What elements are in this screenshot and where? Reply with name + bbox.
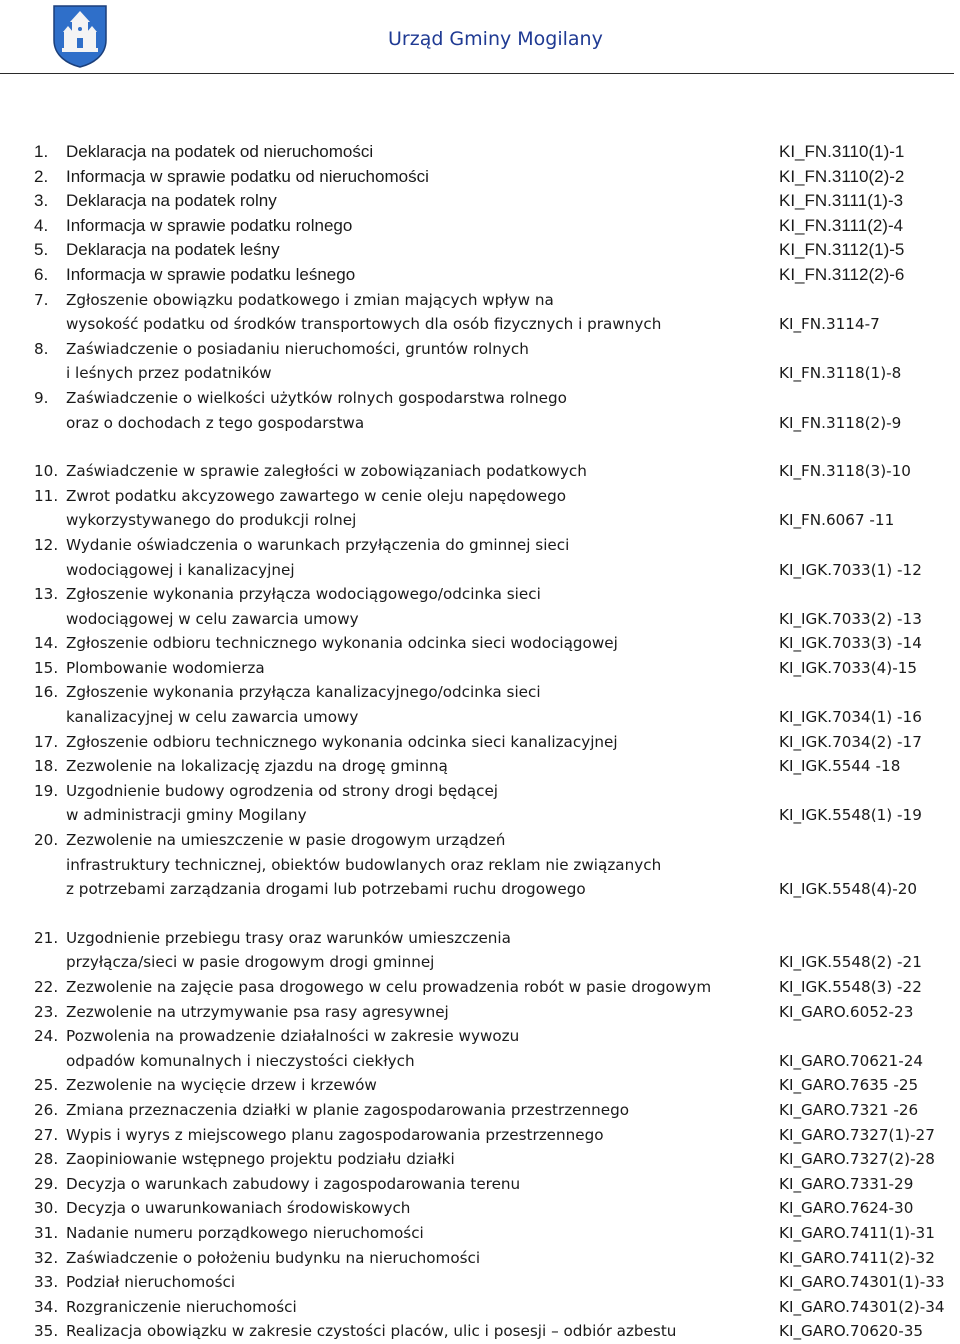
item-number: 25.: [34, 1076, 59, 1095]
item-number: 7.: [34, 290, 49, 309]
item-description-line: Informacja w sprawie podatku rolnego: [66, 215, 353, 235]
item-description-line: Zgłoszenie odbioru technicznego wykonania odcinka sieci kanalizacyjnej: [66, 732, 618, 751]
item-description: [66, 754, 766, 779]
item-description: [66, 189, 766, 214]
item-number: 27.: [34, 1125, 59, 1144]
item-code: KI_IGK.7033(3) -14: [779, 634, 922, 653]
item-code: KI_FN.3114-7: [779, 315, 880, 334]
list-item: [0, 680, 960, 729]
item-number: 30.: [34, 1199, 59, 1218]
item-code: KI_GARO.7635 -25: [779, 1076, 919, 1095]
item-code: KI_GARO.7327(1)-27: [779, 1125, 935, 1144]
item-number: 13.: [34, 585, 59, 604]
list-item: [0, 1295, 960, 1320]
item-description: [66, 656, 766, 681]
list-item: [0, 828, 960, 902]
item-description-line: Zgłoszenie wykonania przyłącza wodociągowego/odcinka sieci: [66, 585, 541, 604]
item-description-line: kanalizacyjnej w celu zawarcia umowy: [66, 708, 359, 727]
item-description-line: Zaświadczenie o posiadaniu nieruchomości, gruntów rolnych: [66, 339, 529, 358]
item-code: KI_GARO.74301(2)-34: [779, 1297, 945, 1316]
item-code: KI_FN.3110(1)-1: [779, 142, 905, 161]
item-code: KI_FN.3111(1)-3: [779, 191, 904, 211]
item-description: [66, 337, 766, 386]
item-number: 1.: [34, 142, 49, 161]
item-description: [66, 1147, 766, 1172]
item-description-line: wykorzystywanego do produkcji rolnej: [66, 511, 357, 530]
item-description-line: Uzgodnienie budowy ogrodzenia od strony drogi będącej: [66, 781, 499, 800]
item-description-line: wodociągowej w celu zawarcia umowy: [66, 609, 359, 628]
item-code: KI_GARO.7624-30: [779, 1199, 914, 1218]
item-number: 21.: [34, 928, 59, 947]
item-code: KI_GARO.7411(1)-31: [779, 1223, 935, 1242]
item-description-line: z potrzebami zarządzania drogami lub potrzebami ruchu drogowego: [66, 880, 586, 899]
item-description-line: Wydanie oświadczenia o warunkach przyłączenia do gminnej sieci: [66, 535, 570, 554]
item-description-line: Realizacja obowiązku w zakresie czystości placów, ulic i posesji – odbiór azbestu: [66, 1322, 677, 1341]
list-item: [0, 189, 960, 214]
item-code: KI_IGK.5548(3) -22: [779, 978, 922, 996]
item-description-line: Zgłoszenie wykonania przyłącza kanalizacyjnego/odcinka sieci: [66, 683, 541, 702]
item-code: KI_FN.3118(2)-9: [779, 413, 902, 432]
item-number: 33.: [34, 1273, 59, 1292]
item-number: 5.: [34, 240, 49, 260]
item-code: KI_IGK.5544 -18: [779, 757, 901, 776]
item-number: 28.: [34, 1150, 59, 1169]
item-code: KI_IGK.5548(2) -21: [779, 953, 922, 972]
item-description-line: Zezwolenie na wycięcie drzew i krzewów: [66, 1076, 377, 1095]
item-description-line: wodociągowej i kanalizacyjnej: [66, 560, 295, 579]
item-number: 12.: [34, 535, 59, 554]
item-description-line: Zezwolenie na utrzymywanie psa rasy agresywnej: [66, 1002, 449, 1021]
item-description: [66, 1196, 766, 1221]
list-item: [0, 459, 960, 484]
item-number: 4.: [34, 215, 49, 235]
item-number: 17.: [34, 732, 59, 751]
item-code: KI_IGK.7033(1) -12: [779, 560, 922, 579]
item-number: 8.: [34, 339, 49, 358]
list-item: [0, 288, 960, 337]
item-number: 23.: [34, 1002, 59, 1021]
item-code: KI_FN.3112(2)-6: [779, 264, 905, 284]
list-item: [0, 1000, 960, 1025]
list-item: [0, 1270, 960, 1295]
item-number: 3.: [34, 191, 49, 211]
list-item: [0, 926, 960, 975]
item-description: [66, 1221, 766, 1246]
item-description-line: Deklaracja na podatek rolny: [66, 191, 277, 211]
item-description-line: Zezwolenie na zajęcie pasa drogowego w celu prowadzenia robót w pasie drogowym: [66, 978, 712, 996]
item-number: 10.: [34, 462, 59, 481]
item-number: 34.: [34, 1297, 59, 1316]
item-code: KI_GARO.70620-35: [779, 1322, 924, 1341]
item-description-line: Podział nieruchomości: [66, 1273, 236, 1292]
item-code: KI_GARO.74301(1)-33: [779, 1273, 945, 1292]
office-title: Urząd Gminy Mogilany: [388, 28, 603, 50]
item-description-line: Zgłoszenie odbioru technicznego wykonania odcinka sieci wodociągowej: [66, 634, 618, 653]
item-description: [66, 1295, 766, 1320]
item-number: 29.: [34, 1174, 59, 1193]
item-description: [66, 1172, 766, 1197]
item-code: KI_IGK.7034(2) -17: [779, 732, 922, 751]
item-description: [66, 1123, 766, 1148]
item-description: [66, 926, 766, 975]
item-code: KI_FN.3118(1)-8: [779, 364, 902, 383]
item-description: [66, 631, 766, 656]
item-description-line: Zaświadczenie w sprawie zaległości w zobowiązaniach podatkowych: [66, 462, 587, 481]
item-description: [66, 459, 766, 484]
list-item: [0, 1073, 960, 1098]
item-description-line: i leśnych przez podatników: [66, 364, 272, 383]
item-description-line: Informacja w sprawie podatku leśnego: [66, 264, 356, 284]
item-number: 22.: [34, 978, 59, 996]
procedure-list: [0, 140, 960, 1344]
page-header: [0, 0, 960, 76]
item-description-line: Zezwolenie na umieszczenie w pasie drogowym urządzeń: [66, 831, 506, 850]
item-number: 11.: [34, 486, 59, 505]
item-description: [66, 1270, 766, 1295]
item-description-line: przyłącza/sieci w pasie drogowym drogi gminnej: [66, 953, 435, 972]
item-description-line: Zwrot podatku akcyzowego zawartego w cenie oleju napędowego: [66, 486, 567, 505]
list-item: [0, 263, 960, 288]
item-code: KI_GARO.7411(2)-32: [779, 1248, 935, 1267]
list-item: [0, 1246, 960, 1271]
list-item: [0, 656, 960, 681]
list-item: [0, 1098, 960, 1123]
coat-of-arms-icon: [52, 4, 108, 68]
item-number: 18.: [34, 757, 59, 776]
item-description: [66, 582, 766, 631]
list-item: [0, 631, 960, 656]
item-description-line: odpadów komunalnych i nieczystości ciekłych: [66, 1051, 415, 1070]
item-description-line: Deklaracja na podatek od nieruchomości: [66, 142, 374, 161]
list-item: [0, 779, 960, 828]
item-description-line: Informacja w sprawie podatku od nieruchomości: [66, 166, 429, 186]
item-description: [66, 680, 766, 729]
item-number: 35.: [34, 1322, 59, 1341]
item-description: [66, 1000, 766, 1025]
item-code: KI_IGK.5548(1) -19: [779, 806, 922, 825]
list-item: [0, 1147, 960, 1172]
item-code: KI_IGK.7033(4)-15: [779, 658, 918, 677]
item-description: [66, 1073, 766, 1098]
item-description: [66, 1098, 766, 1123]
list-item: [0, 730, 960, 755]
item-description: [66, 263, 766, 288]
item-description: [66, 238, 766, 263]
item-description: [66, 288, 766, 337]
item-description: [66, 386, 766, 435]
item-description-line: Zmiana przeznaczenia działki w planie zagospodarowania przestrzennego: [66, 1100, 630, 1119]
item-number: 9.: [34, 388, 49, 407]
item-description-line: Nadanie numeru porządkowego nieruchomości: [66, 1223, 424, 1242]
item-description-line: infrastruktury technicznej, obiektów budowlanych oraz reklam nie związanych: [66, 855, 662, 874]
list-item: [0, 533, 960, 582]
item-number: 16.: [34, 683, 59, 702]
item-description-line: Rozgraniczenie nieruchomości: [66, 1297, 297, 1316]
item-description: [66, 533, 766, 582]
list-item: [0, 484, 960, 533]
item-description: [66, 165, 766, 190]
item-code: KI_GARO.6052-23: [779, 1002, 914, 1021]
item-description-line: Plombowanie wodomierza: [66, 658, 265, 677]
item-code: KI_FN.3118(3)-10: [779, 462, 911, 481]
item-description: [66, 1319, 766, 1344]
item-description: [66, 779, 766, 828]
list-item: [0, 1319, 960, 1344]
item-description-line: Zaświadczenie o położeniu budynku na nieruchomości: [66, 1248, 481, 1267]
item-number: 26.: [34, 1100, 59, 1119]
item-description: [66, 484, 766, 533]
list-item: [0, 1024, 960, 1073]
item-description-line: Wypis i wyrys z miejscowego planu zagospodarowania przestrzennego: [66, 1125, 604, 1144]
item-code: KI_IGK.7033(2) -13: [779, 609, 922, 628]
item-description-line: Decyzja o warunkach zabudowy i zagospodarowania terenu: [66, 1174, 521, 1193]
item-description: [66, 214, 766, 239]
item-description: [66, 730, 766, 755]
list-item: [0, 1123, 960, 1148]
item-number: 32.: [34, 1248, 59, 1267]
item-number: 14.: [34, 634, 59, 653]
item-description-line: Pozwolenia na prowadzenie działalności w zakresie wywozu: [66, 1027, 520, 1046]
item-code: KI_FN.6067 -11: [779, 511, 895, 530]
item-description: [66, 1246, 766, 1271]
list-item: [0, 1221, 960, 1246]
item-number: 6.: [34, 264, 49, 284]
item-description-line: wysokość podatku od środków transportowych dla osób fizycznych i prawnych: [66, 315, 662, 334]
header-divider: [0, 73, 954, 74]
item-number: 19.: [34, 781, 59, 800]
item-description: [66, 1024, 766, 1073]
item-code: KI_FN.3110(2)-2: [779, 166, 905, 186]
item-description-line: Decyzja o uwarunkowaniach środowiskowych: [66, 1199, 411, 1218]
item-code: KI_FN.3112(1)-5: [779, 240, 905, 260]
item-number: 20.: [34, 831, 59, 850]
item-description-line: Zezwolenie na lokalizację zjazdu na drogę gminną: [66, 757, 448, 776]
item-code: KI_GARO.7331-29: [779, 1174, 914, 1193]
item-description-line: Zgłoszenie obowiązku podatkowego i zmian mających wpływ na: [66, 290, 554, 309]
list-item: [0, 140, 960, 165]
item-description: [66, 975, 766, 1000]
item-code: KI_IGK.5548(4)-20: [779, 880, 918, 899]
list-item: [0, 1196, 960, 1221]
item-description-line: oraz o dochodach z tego gospodarstwa: [66, 413, 365, 432]
list-item: [0, 214, 960, 239]
list-item: [0, 1172, 960, 1197]
item-code: KI_GARO.70621-24: [779, 1051, 924, 1070]
item-code: KI_GARO.7327(2)-28: [779, 1150, 935, 1169]
item-description-line: Zaopiniowanie wstępnego projektu podziału działki: [66, 1150, 455, 1169]
item-number: 31.: [34, 1223, 59, 1242]
item-code: KI_IGK.7034(1) -16: [779, 708, 922, 727]
item-description-line: Uzgodnienie przebiegu trasy oraz warunków umieszczenia: [66, 928, 511, 947]
list-item: [0, 975, 960, 1000]
item-number: 24.: [34, 1027, 59, 1046]
item-code: KI_FN.3111(2)-4: [779, 215, 904, 235]
item-description-line: Zaświadczenie o wielkości użytków rolnych gospodarstwa rolnego: [66, 388, 567, 407]
list-item: [0, 754, 960, 779]
item-code: KI_GARO.7321 -26: [779, 1100, 919, 1119]
item-description: [66, 140, 766, 165]
item-number: 2.: [34, 166, 49, 186]
list-item: [0, 238, 960, 263]
item-description: [66, 828, 766, 902]
item-description-line: Deklaracja na podatek leśny: [66, 240, 280, 260]
list-item: [0, 337, 960, 386]
list-item: [0, 386, 960, 435]
item-description-line: w administracji gminy Mogilany: [66, 806, 307, 825]
list-item: [0, 165, 960, 190]
list-item: [0, 582, 960, 631]
item-number: 15.: [34, 658, 59, 677]
